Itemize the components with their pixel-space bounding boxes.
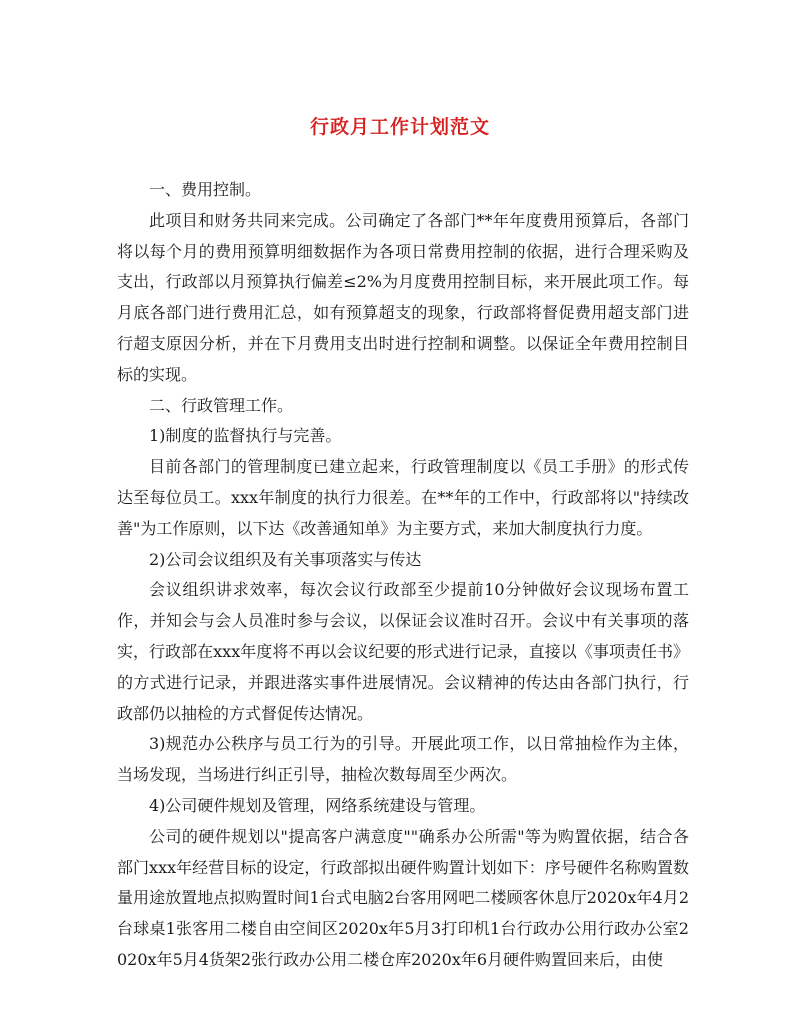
document-title: 行政月工作计划范文	[309, 116, 490, 138]
section-heading-admin-management: 二、行政管理工作。	[149, 395, 294, 415]
subheading-hardware-network: 4)公司硬件规划及管理，网络系统建设与管理。	[149, 795, 486, 815]
subheading-rules-supervision: 1)制度的监督执行与完善。	[149, 426, 342, 446]
paragraph-rules-supervision: 目前各部门的管理制度已建立起来，行政管理制度以《员工手册》的形式传达至每位员工。xxx年制度的执行力很差。在**年的工作中，行政部将以"持续改善"为工作原则，以下达《改善通知单》为主要方式，来加大制度执行力度。	[117, 457, 689, 538]
paragraph-office-order: 3)规范办公秩序与员工行为的引导。开展此项工作，以日常抽检作为主体，当场发现，当场进行纠正引导，抽检次数每周至少两次。	[117, 734, 689, 785]
document-body	[117, 175, 689, 976]
paragraph-meetings: 会议组织讲求效率，每次会议行政部至少提前10分钟做好会议现场布置工作，并知会与会人员准时参与会议，以保证会议准时召开。会议中有关事项的落实，行政部在xxx年度将不再以会议纪要的形式进行记录，直接以《事项责任书》的方式进行记录，并跟进落实事件进展情况。会议精神的传达由各部门执行，行政部仍以抽检的方式督促传达情况。	[117, 580, 689, 723]
paragraph-expense-control: 此项目和财务共同来完成。公司确定了各部门**年年度费用预算后，各部门将以每个月的费用预算明细数据作为各项日常费用控制的依据，进行合理采购及支出，行政部以月预算执行偏差≤2%为月度费用控制目标，来开展此项工作。每月底各部门进行费用汇总，如有预算超支的现象，行政部将督促费用超支部门进行超支原因分析，并在下月费用支出时进行控制和调整。以保证全年费用控制目标的实现。	[117, 210, 689, 384]
section-heading-expense-control: 一、费用控制。	[149, 180, 262, 199]
subheading-meetings: 2)公司会议组织及有关事项落实与传达	[149, 549, 422, 569]
paragraph-hardware-plan: 公司的硬件规划以"提高客户满意度""确系办公所需"等为购置依据，结合各部门xxx年经营目标的设定，行政部拟出硬件购置计划如下：序号硬件名称购置数量用途放置地点拟购置时间1台式电脑2台客用网吧二楼顾客休息厅2020x年4月2台球桌1张客用二楼自由空间区2020x年5月3打印机1台行政办公用行政办公室2020x年5月4货架2张行政办公用二楼仓库2020x年6月硬件购置回来后，由使	[117, 826, 689, 969]
